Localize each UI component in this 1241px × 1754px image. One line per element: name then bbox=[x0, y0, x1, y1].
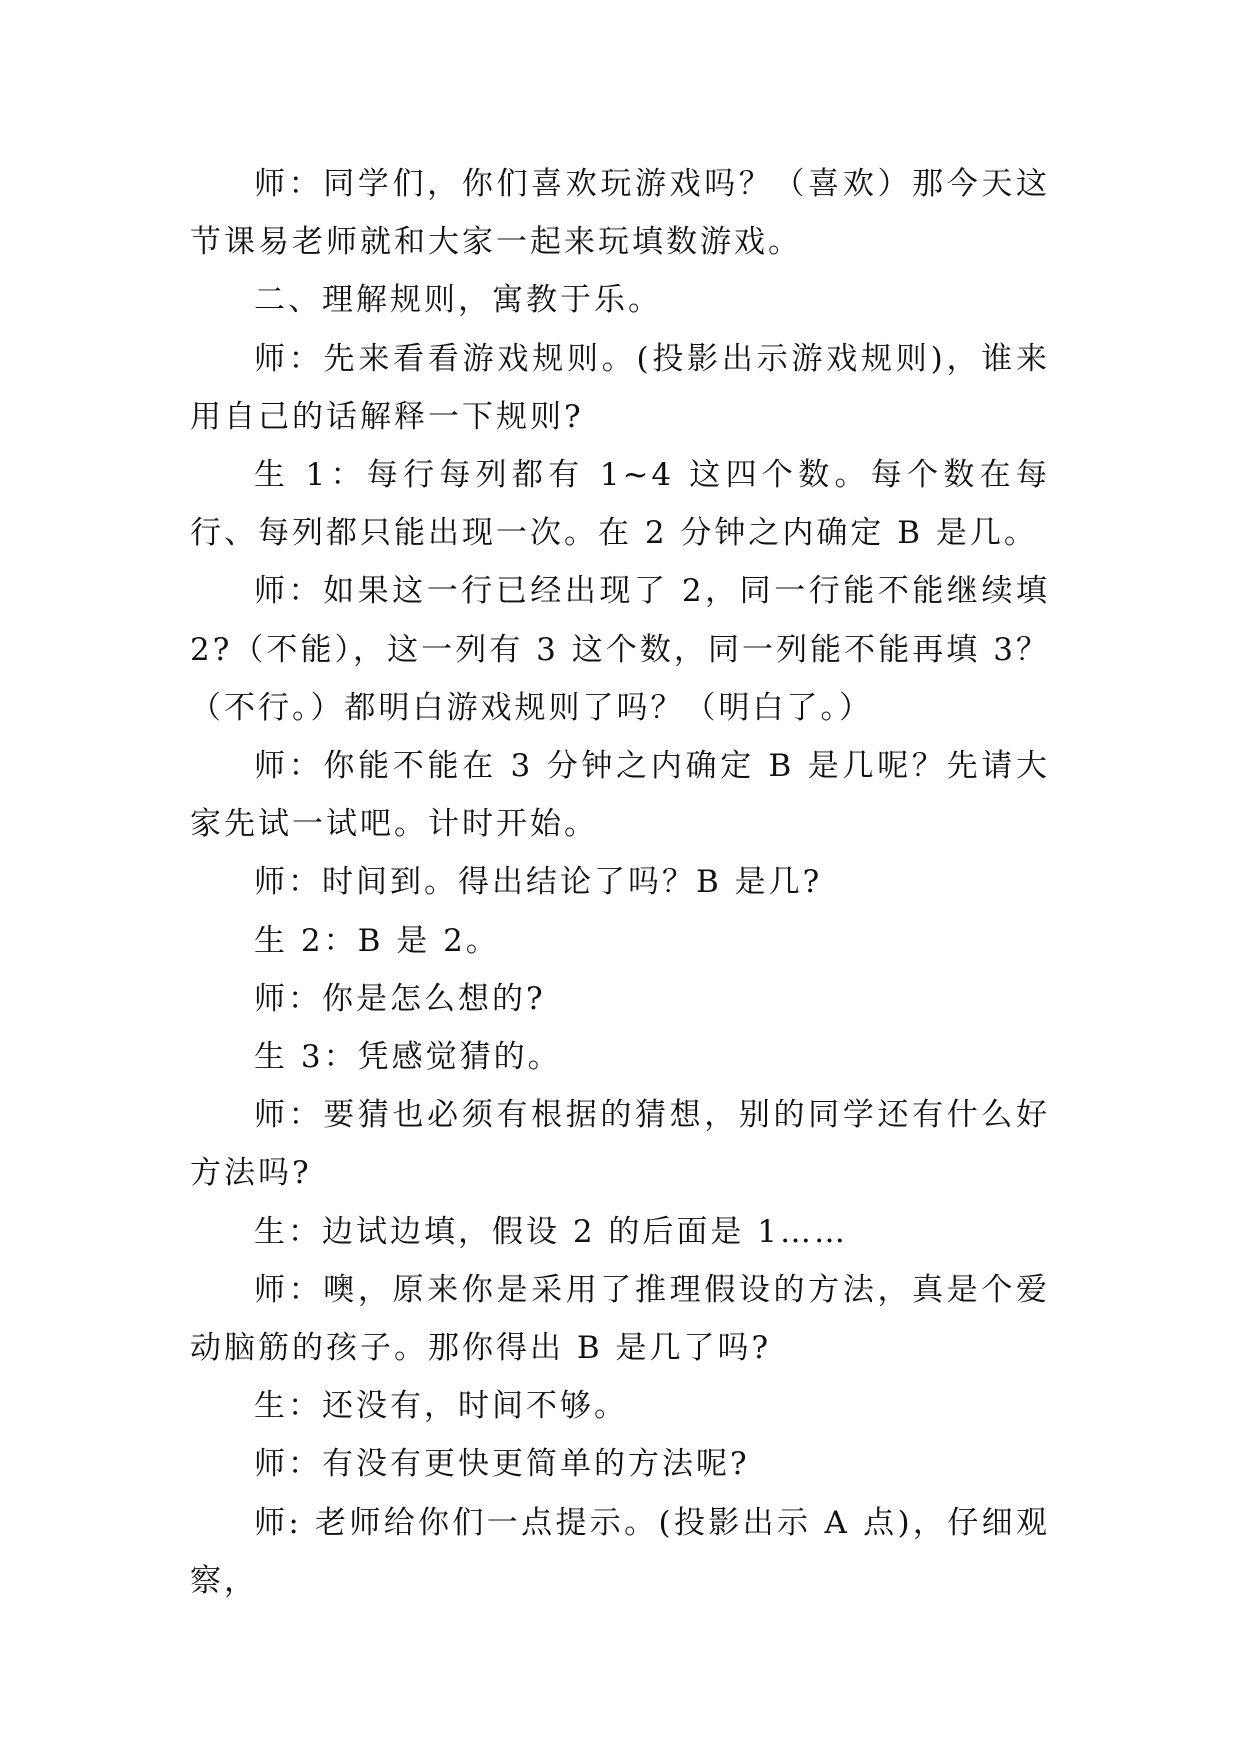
paragraph: 生：还没有，时间不够。 bbox=[254, 1388, 628, 1425]
paragraph: 师：你能不能在 3 分钟之内确定 B 是几呢？先请大家先试一试吧。计时开始。 bbox=[190, 748, 1050, 843]
paragraph: 师：时间到。得出结论了吗？B 是几? bbox=[254, 864, 823, 901]
paragraph: 师：先来看看游戏规则。(投影出示游戏规则)，谁来用自己的话解释一下规则? bbox=[190, 340, 1050, 435]
paragraph: 生：边试边填，假设 2 的后面是 1…… bbox=[254, 1213, 849, 1250]
paragraph: 师：同学们，你们喜欢玩游戏吗？（喜欢）那今天这节课易老师就和大家一起来玩填数游戏。 bbox=[190, 166, 1050, 261]
paragraph: 生 3：凭感觉猜的。 bbox=[254, 1039, 562, 1076]
document-body bbox=[190, 155, 1050, 1610]
paragraph: 师: 老师给你们一点提示。(投影出示 A 点)，仔细观察， bbox=[190, 1504, 1050, 1599]
paragraph: 生 1：每行每列都有 1~4 这四个数。每个数在每行、每列都只能出现一次。在 2 分钟之内确定 B 是几。 bbox=[190, 457, 1050, 552]
paragraph: 师：有没有更快更简单的方法呢? bbox=[254, 1446, 750, 1483]
paragraph: 生 2：B 是 2。 bbox=[254, 922, 500, 959]
paragraph: 师：噢，原来你是采用了推理假设的方法，真是个爱动脑筋的孩子。那你得出 B 是几了吗? bbox=[190, 1271, 1050, 1367]
paragraph: 二、理解规则，寓教于乐。 bbox=[254, 282, 662, 319]
paragraph: 师：要猜也必须有根据的猜想，别的同学还有什么好方法吗? bbox=[190, 1097, 1050, 1192]
paragraph: 师：你是怎么想的? bbox=[254, 980, 546, 1017]
paragraph: 师：如果这一行已经出现了 2，同一行能不能继续填 2?（不能），这一列有 3 这个数，同一列能不能再填 3？（不行。）都明白游戏规则了吗？（明白了。） bbox=[190, 573, 1050, 726]
